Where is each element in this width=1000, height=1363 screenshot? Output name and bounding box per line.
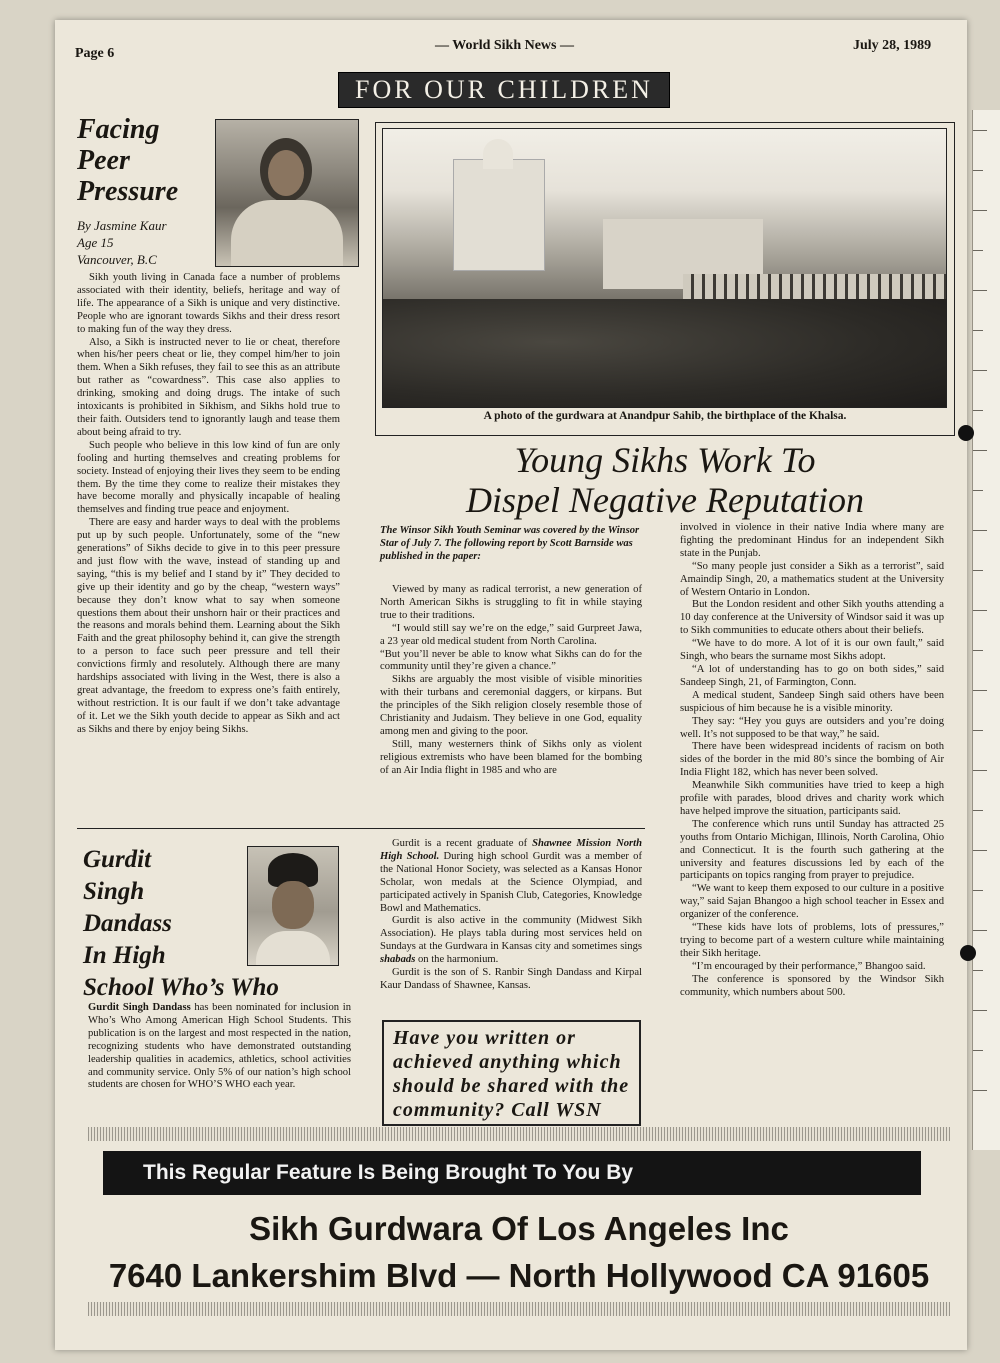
bottom-stripe xyxy=(88,1302,950,1316)
call-wsn-box xyxy=(382,1020,641,1126)
article2-headline: Young Sikhs Work To Dispel Negative Reputation xyxy=(466,440,864,520)
gurdwara-photo xyxy=(382,128,947,408)
page-number: Page 6 xyxy=(75,46,115,61)
article3-title: Gurdit Singh Dandass In High School Who’s Who xyxy=(83,846,279,1001)
article1-byline: By Jasmine Kaur Age 15 Vancouver, B.C xyxy=(77,218,167,267)
article1-title: Facing Peer Pressure xyxy=(77,114,179,207)
article3-body: Gurdit Singh Dandass has been nominated for inclusion in Who’s Who Among American High School Students. This publication is on the largest and most respected in the nation, recognizing students who have demonstrated outstanding leadership qualities in academics, athletics, school activities and community service. Only 5% of our nation’s high school students are chosen for WHO’S WHO each year. xyxy=(88,1002,351,1091)
photo-caption: A photo of the gurdwara at Anandpur Sahib, the birthplace of the Khalsa. xyxy=(483,410,847,422)
measuring-ruler xyxy=(972,110,1000,1150)
newspaper-page xyxy=(55,20,967,1350)
binder-hole xyxy=(960,945,976,961)
article2-intro: The Winsor Sikh Youth Seminar was covered by the Winsor Star of July 7. The following report by Scott Barnside was published in the paper: xyxy=(380,525,640,562)
gurdit-name: Gurdit Singh Dandass xyxy=(88,1002,191,1013)
section-title: FOR OUR CHILDREN xyxy=(338,72,670,108)
top-stripe xyxy=(88,1127,950,1141)
call-wsn-text: Have you written or achieved anything which should be shared with the community? Call WSN xyxy=(393,1027,630,1121)
sponsor-name: Sikh Gurdwara Of Los Angeles Inc xyxy=(249,1210,789,1247)
article3-right-col: Gurdit is a recent graduate of Shawnee Mission North High School. During high school Gurdit was a member of the National Honor Society, was selected as a Kansas Honor Scholar, won medals at the Science Olympiad, and participated actively in Spanish Club, Categories, Knowledge Bowl and Mathematics. Gurdit is also active in the community (Midwest Sikh Association). He plays tabla during most services held on Sundays at the Gurdwara in Kansas city and sometimes sings shabads on the harmonium. Gurdit is the son of S. Ranbir Singh Dandass and Kirpal Kaur Dandass of Shawnee, Kansas. xyxy=(380,838,642,991)
sponsor-banner: This Regular Feature Is Being Brought To You By xyxy=(103,1151,921,1195)
binder-hole xyxy=(958,425,974,441)
paper-name: — World Sikh News — xyxy=(435,38,574,53)
section-divider xyxy=(77,828,645,829)
article2-col1: Viewed by many as radical terrorist, a new generation of North American Sikhs is struggling to fit in while staying true to their traditions. “I would still say we’re on the edge,” said Gurpreet Jawa, a 23 year old medical student from North Carolina. “But you’ll never be able to know what Sikhs can do for the community until they’re given a chance.” Sikhs are arguably the most visible of visible minorities with their turbans and ceremonial daggers, or kirpans. But the principles of the Sikh religion closely resemble those of Christianity and Judaism. They believe in one God, equality among men and giving to the poor. Still, many westerners think of Sikhs only as violent religious extremists who have been blamed for the bombing of an Air India flight in 1985 and who are xyxy=(380,584,642,776)
article2-col2: involved in violence in their native India where many are fighting the predominant Hindus for an independent Sikh state in the Punjab. “So many people just consider a Sikh as a terrorist”, said Amaindip Singh, 20, a mathematics student at the University of Western Ontario in London. But the London resident and other Sikh youths attending a 10 day conference at the University of Windsor said it was up to Sikh communities to educate others about their beliefs. “We have to do more. A lot of it is our own fault,” said Singh, who bears the surname most Sikhs adopt. “A lot of understanding has to go on both sides,” said Sandeep Singh, 21, of Farmington, Conn. A medical student, Sandeep Singh said others have been suspicious of him because he is a visible minority. They say: “Hey you guys are outsiders and you’re doing well. It’s not supposed to be that way,” he said. There have been widespread incidents of racism on both sides of the border in the mid 80’s since the bombing of Air India Flight 182, which has never been solved. Meanwhile Sikh communities have tried to keep a high profile with parades, blood drives and charity work which have helped improve the situation, participants said. The conference which runs until Sunday has attracted 25 youths from Ontario Michigan, Illinois, North Carolina, Ohio and Connecticut. It is the fourth such gathering at the university and features discussions led by each of the participants on topics ranging from prayer to prejudice. “We want to keep them exposed to our culture in a positive way,” said Sajan Bhangoo a high school teacher in Essex and organizer of the conference. “These kids have lots of problems, lots of pressures,” trying to become part of a western culture while maintaining their Sikh heritage. “I’m encouraged by their performance,” Bhangoo said. The conference is sponsored by the Windsor Sikh community, which numbers about 500. xyxy=(680,522,944,998)
issue-date: July 28, 1989 xyxy=(853,38,932,53)
article1-body: Sikh youth living in Canada face a number of problems associated with their identity, beliefs, heritage and way of life. The appearance of a Sikh is unique and very distinctive. People who are ignorant towards Sikhs and their dress resort to making fun of the way they dress. Also, a Sikh is instructed never to lie or cheat, therefore when his/her peers cheat or lie, they compel him/her to join them. When a Sikh refuses, they fail to see this as an attribute but rather as “cowardness”. This case also applies to drinking, smoking and doing drugs. The intake of such intoxicants is prohibited in Sikhism, and Sikhs hold true to their faith. Outsiders tend to ignorantly laugh and tease them about being afraid to try. Such people who believe in this low kind of fun are only fooling and hurting themselves and creating problems for society. Instead of enjoying their lives they seem to be ending them. By the time they come to realize their mistakes they have become morally and physically incapable of healing themselves and finding true peace and enjoyment. There are easy and harder ways to deal with the problems put up by such people. Unfortunately, some of the “new generations” of Sikhs decide to give in to this peer pressure and just flow with the wave, instead of standing up and saying, “this is my belief and I stand by it” They decided to give up their identity and go by the cheap, “western ways” because they don’t know what to say when someone questions them about their unshorn hair or their practices and the reasons and morals behind them. Learning about the Sikh Faith and the great philosophy behind it, can give the strength to a person to face such peer pressure and tell their convictions firmly and resolutely. Although there are many hardships associated with living in the West, there is also a great advantage, the freedom to express one’s faith entirely, without restriction. It is our fault if we don’t take advantage of it. Let we the Sikh youth decide to appear as Sikh and act as Sikhs and there by enjoy being Sikhs. xyxy=(77,272,340,735)
sponsor-address: 7640 Lankershim Blvd — North Hollywood CA 91605 xyxy=(108,1257,930,1294)
jasmine-kaur-portrait xyxy=(215,119,359,267)
gurdit-singh-portrait xyxy=(247,846,339,966)
